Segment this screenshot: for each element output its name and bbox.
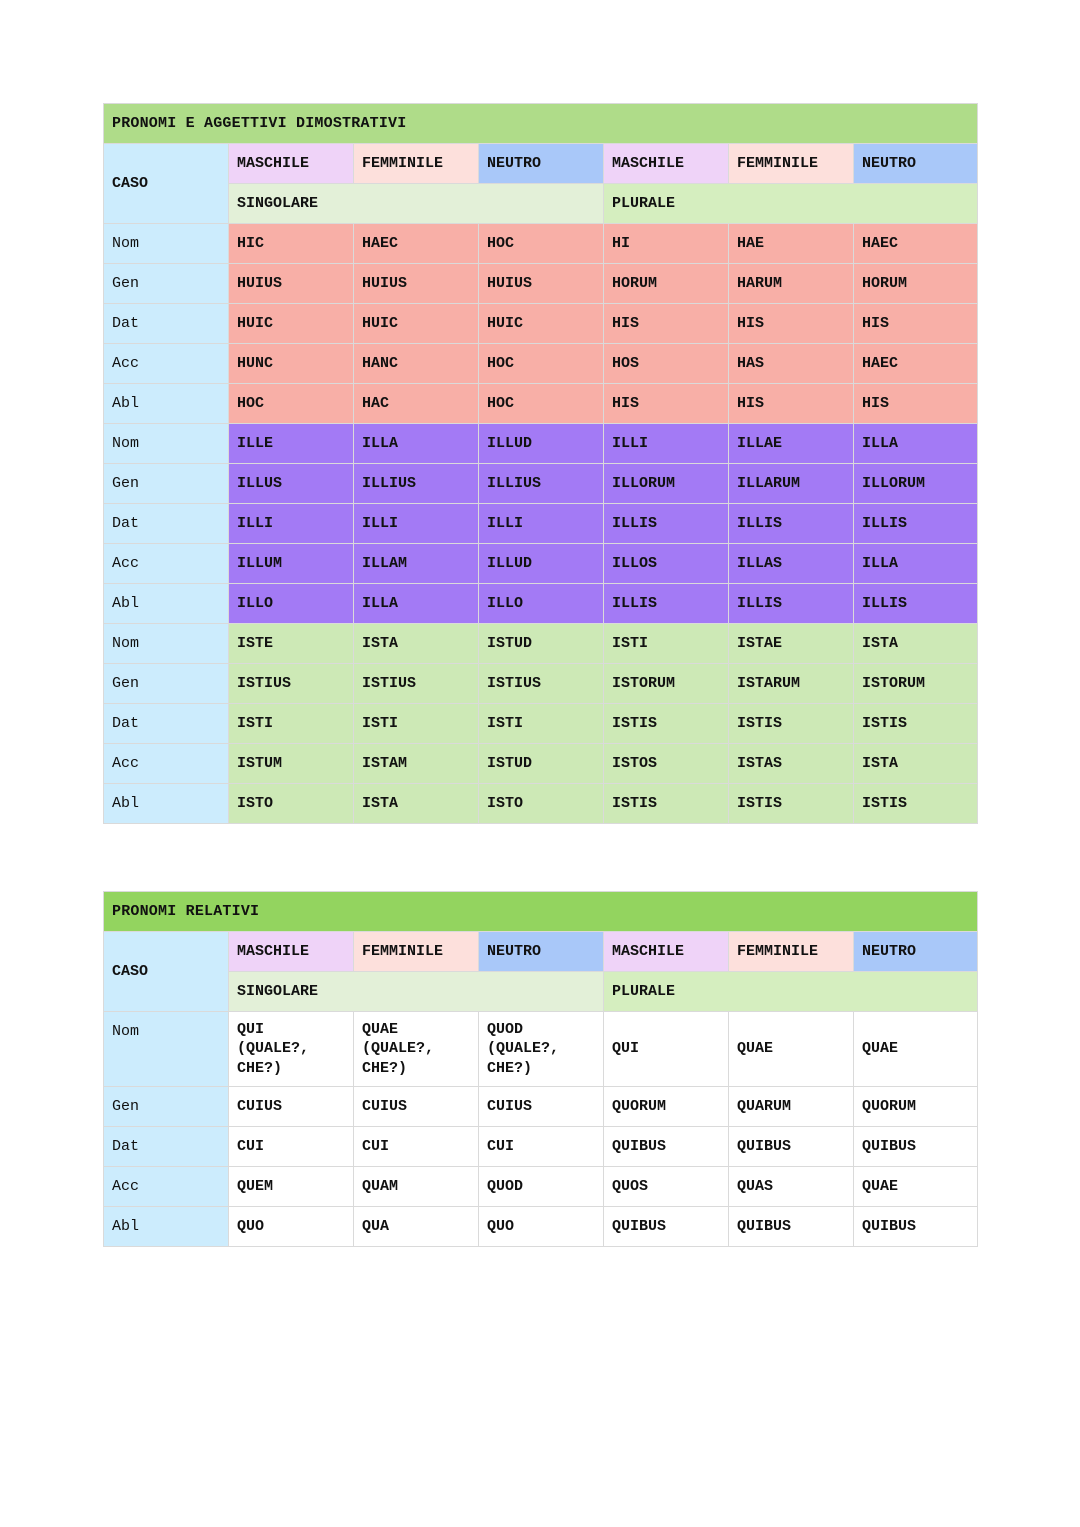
form-cell: QUARUM <box>729 1087 854 1127</box>
form-cell: ILLUM <box>229 544 354 584</box>
form-cell: ILLIS <box>854 504 978 544</box>
form-cell: ISTIUS <box>229 664 354 704</box>
case-label: Dat <box>104 704 229 744</box>
table-row <box>104 1207 978 1247</box>
caso-header: CASO <box>104 144 229 224</box>
form-cell: ISTAS <box>729 744 854 784</box>
form-cell: QUIBUS <box>604 1127 729 1167</box>
form-cell: ILLUD <box>479 544 604 584</box>
table-row <box>104 544 978 584</box>
form-cell: HIS <box>729 304 854 344</box>
form-cell: ISTI <box>479 704 604 744</box>
form-cell: HARUM <box>729 264 854 304</box>
form-cell: ILLAM <box>354 544 479 584</box>
gender-header-masc-sing: MASCHILE <box>229 144 354 184</box>
form-cell: QUAM <box>354 1167 479 1207</box>
table-row <box>104 464 978 504</box>
form-cell: QUORUM <box>604 1087 729 1127</box>
case-label: Gen <box>104 264 229 304</box>
form-cell: HOC <box>479 344 604 384</box>
case-label: Acc <box>104 1167 229 1207</box>
form-cell: HAEC <box>854 344 978 384</box>
gender-header-fem-plur: FEMMINILE <box>729 932 854 972</box>
form-cell: HAE <box>729 224 854 264</box>
form-cell: ISTIS <box>729 784 854 824</box>
form-cell: HUIUS <box>229 264 354 304</box>
form-cell: ISTIUS <box>479 664 604 704</box>
form-cell: QUAE <box>854 1012 978 1087</box>
form-cell: ILLA <box>854 544 978 584</box>
form-cell: HUIUS <box>354 264 479 304</box>
form-cell: ISTO <box>479 784 604 824</box>
form-cell: HIC <box>229 224 354 264</box>
form-cell: ISTA <box>354 624 479 664</box>
form-cell: HAS <box>729 344 854 384</box>
case-label: Abl <box>104 584 229 624</box>
form-cell: QUEM <box>229 1167 354 1207</box>
form-cell: ILLI <box>354 504 479 544</box>
form-cell: ISTIS <box>729 704 854 744</box>
form-cell: ILLUS <box>229 464 354 504</box>
form-cell: HIS <box>729 384 854 424</box>
form-cell: ISTI <box>229 704 354 744</box>
case-label: Gen <box>104 464 229 504</box>
form-cell: HANC <box>354 344 479 384</box>
form-cell: HUIC <box>229 304 354 344</box>
gender-header-neut-sing: NEUTRO <box>479 932 604 972</box>
form-cell: HAEC <box>354 224 479 264</box>
case-label: Dat <box>104 304 229 344</box>
table-row <box>104 344 978 384</box>
form-cell: CUIUS <box>229 1087 354 1127</box>
form-cell: QUIBUS <box>604 1207 729 1247</box>
form-cell: QUI <box>604 1012 729 1087</box>
form-cell: CUI <box>229 1127 354 1167</box>
form-cell: ISTAE <box>729 624 854 664</box>
gender-header-masc-plur: MASCHILE <box>604 144 729 184</box>
form-cell: QUAE (QUALE?, CHE?) <box>354 1012 479 1087</box>
form-cell: ISTARUM <box>729 664 854 704</box>
form-cell: QUIBUS <box>729 1207 854 1247</box>
form-cell: HOC <box>479 384 604 424</box>
form-cell: HORUM <box>854 264 978 304</box>
form-cell: HUIUS <box>479 264 604 304</box>
case-label: Abl <box>104 384 229 424</box>
case-label: Abl <box>104 1207 229 1247</box>
form-cell: CUIUS <box>354 1087 479 1127</box>
form-cell: CUI <box>479 1127 604 1167</box>
form-cell: ILLIS <box>729 504 854 544</box>
form-cell: ISTI <box>604 624 729 664</box>
case-label: Nom <box>104 1012 229 1087</box>
case-label: Acc <box>104 544 229 584</box>
case-label: Gen <box>104 664 229 704</box>
table-row <box>104 1012 978 1087</box>
gender-header-fem-sing: FEMMINILE <box>354 932 479 972</box>
form-cell: HIS <box>854 384 978 424</box>
form-cell: QUIBUS <box>729 1127 854 1167</box>
case-label: Dat <box>104 1127 229 1167</box>
form-cell: QUOD <box>479 1167 604 1207</box>
form-cell: ISTUD <box>479 624 604 664</box>
form-cell: QUA <box>354 1207 479 1247</box>
table-row <box>104 1087 978 1127</box>
form-cell: ISTE <box>229 624 354 664</box>
case-label: Abl <box>104 784 229 824</box>
form-cell: ILLORUM <box>854 464 978 504</box>
gender-header-fem-plur: FEMMINILE <box>729 144 854 184</box>
form-cell: ISTORUM <box>604 664 729 704</box>
form-cell: ISTA <box>854 624 978 664</box>
form-cell: ISTA <box>854 744 978 784</box>
table-row <box>104 624 978 664</box>
gender-header-neut-sing: NEUTRO <box>479 144 604 184</box>
gender-header-neut-plur: NEUTRO <box>854 932 978 972</box>
form-cell: ILLE <box>229 424 354 464</box>
form-cell: ILLIS <box>729 584 854 624</box>
form-cell: HORUM <box>604 264 729 304</box>
table-row <box>104 1127 978 1167</box>
table-row <box>104 704 978 744</box>
table-row <box>104 304 978 344</box>
form-cell: ILLOS <box>604 544 729 584</box>
gender-header-masc-plur: MASCHILE <box>604 932 729 972</box>
form-cell: ILLIUS <box>479 464 604 504</box>
form-cell: ISTIS <box>604 704 729 744</box>
form-cell: HOS <box>604 344 729 384</box>
caso-header: CASO <box>104 932 229 1012</box>
form-cell: ISTIUS <box>354 664 479 704</box>
form-cell: QUOD (QUALE?, CHE?) <box>479 1012 604 1087</box>
table-row <box>104 744 978 784</box>
form-cell: ISTIS <box>854 784 978 824</box>
form-cell: ISTUM <box>229 744 354 784</box>
form-cell: ISTORUM <box>854 664 978 704</box>
relatives-table <box>103 891 978 1247</box>
gender-header-masc-sing: MASCHILE <box>229 932 354 972</box>
form-cell: ISTUD <box>479 744 604 784</box>
form-cell: ILLO <box>229 584 354 624</box>
form-cell: ISTIS <box>854 704 978 744</box>
gender-header-neut-plur: NEUTRO <box>854 144 978 184</box>
table-row <box>104 664 978 704</box>
demonstratives-title: PRONOMI E AGGETTIVI DIMOSTRATIVI <box>104 104 978 144</box>
gender-header-fem-sing: FEMMINILE <box>354 144 479 184</box>
form-cell: ILLA <box>354 424 479 464</box>
form-cell: QUORUM <box>854 1087 978 1127</box>
form-cell: ILLI <box>229 504 354 544</box>
singolare-header: SINGOLARE <box>229 184 604 224</box>
form-cell: ILLUD <box>479 424 604 464</box>
form-cell: ILLA <box>854 424 978 464</box>
form-cell: CUI <box>354 1127 479 1167</box>
form-cell: QUIBUS <box>854 1207 978 1247</box>
form-cell: ILLAS <box>729 544 854 584</box>
form-cell: QUOS <box>604 1167 729 1207</box>
table-row <box>104 784 978 824</box>
table-row <box>104 224 978 264</box>
form-cell: HOC <box>229 384 354 424</box>
form-cell: QUIBUS <box>854 1127 978 1167</box>
form-cell: QUAE <box>854 1167 978 1207</box>
form-cell: CUIUS <box>479 1087 604 1127</box>
form-cell: ISTIS <box>604 784 729 824</box>
form-cell: ILLIS <box>854 584 978 624</box>
case-label: Nom <box>104 424 229 464</box>
form-cell: ILLAE <box>729 424 854 464</box>
form-cell: ILLO <box>479 584 604 624</box>
form-cell: ILLI <box>604 424 729 464</box>
table-row <box>104 384 978 424</box>
form-cell: ISTA <box>354 784 479 824</box>
form-cell: HUIC <box>354 304 479 344</box>
form-cell: QUI (QUALE?, CHE?) <box>229 1012 354 1087</box>
relatives-title: PRONOMI RELATIVI <box>104 892 978 932</box>
demonstratives-table <box>103 103 978 824</box>
form-cell: ILLI <box>479 504 604 544</box>
form-cell: HAC <box>354 384 479 424</box>
form-cell: QUAS <box>729 1167 854 1207</box>
form-cell: HAEC <box>854 224 978 264</box>
form-cell: HI <box>604 224 729 264</box>
form-cell: HOC <box>479 224 604 264</box>
form-cell: HIS <box>604 304 729 344</box>
case-label: Acc <box>104 744 229 784</box>
form-cell: HUIC <box>479 304 604 344</box>
form-cell: ISTOS <box>604 744 729 784</box>
form-cell: QUAE <box>729 1012 854 1087</box>
form-cell: ILLARUM <box>729 464 854 504</box>
form-cell: ISTO <box>229 784 354 824</box>
form-cell: HIS <box>854 304 978 344</box>
table-row <box>104 584 978 624</box>
form-cell: QUO <box>479 1207 604 1247</box>
form-cell: ILLIUS <box>354 464 479 504</box>
form-cell: ISTI <box>354 704 479 744</box>
form-cell: ILLORUM <box>604 464 729 504</box>
case-label: Dat <box>104 504 229 544</box>
plurale-header: PLURALE <box>604 972 978 1012</box>
table-row <box>104 504 978 544</box>
form-cell: ISTAM <box>354 744 479 784</box>
case-label: Gen <box>104 1087 229 1127</box>
table-row <box>104 264 978 304</box>
form-cell: ILLIS <box>604 504 729 544</box>
form-cell: ILLIS <box>604 584 729 624</box>
form-cell: HIS <box>604 384 729 424</box>
case-label: Nom <box>104 224 229 264</box>
table-row <box>104 1167 978 1207</box>
plurale-header: PLURALE <box>604 184 978 224</box>
form-cell: ILLA <box>354 584 479 624</box>
case-label: Acc <box>104 344 229 384</box>
table-row <box>104 424 978 464</box>
case-label: Nom <box>104 624 229 664</box>
form-cell: QUO <box>229 1207 354 1247</box>
singolare-header: SINGOLARE <box>229 972 604 1012</box>
form-cell: HUNC <box>229 344 354 384</box>
